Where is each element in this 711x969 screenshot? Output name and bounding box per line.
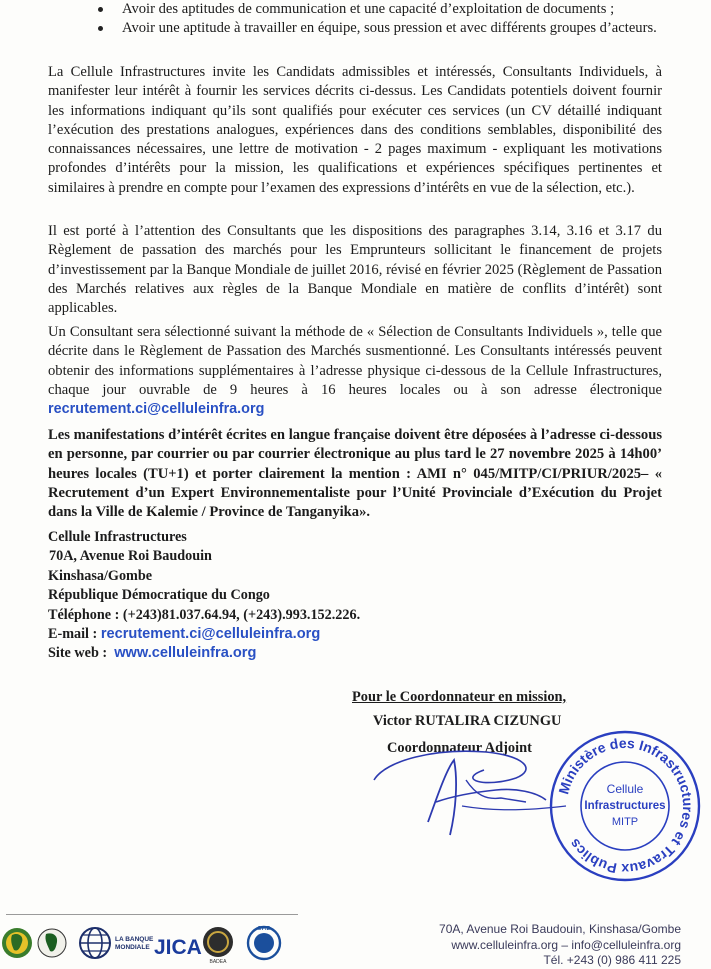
contact-country: République Démocratique du Congo [48,587,270,604]
stamp-center-line2: Infrastructures [584,800,666,812]
footer-web: www.celluleinfra.org – info@celluleinfra.org [451,937,681,952]
footer-divider [6,914,298,915]
signatory-role: Coordonnateur Adjoint [387,740,532,756]
footer-address-block [439,922,681,969]
contact-email-link[interactable]: recrutement.ci@celluleinfra.org [100,626,321,643]
jica-wordmark: JICA [154,936,202,959]
africa-map-logo [38,929,66,957]
african-union-logo [2,928,32,958]
ofid-logo [248,926,280,959]
official-stamp [546,727,704,885]
list-item: Avoir une aptitude à travailler en équipe, sous pression et avec différents groupes d’acteurs. [92,19,664,38]
signatory-name: Victor RUTALIRA CIZUNGU [373,713,562,729]
world-bank-logo [80,928,154,958]
footer-tel: Tél. +243 (0) 986 411 225 [543,953,681,967]
contact-phone: Téléphone : (+243)81.037.64.94, (+243).993.152.226. [48,606,361,623]
world-bank-line2: MONDIALE [115,944,150,951]
badea-label: BADEA [209,959,227,965]
requirements-list [92,0,664,39]
stamp-center-line1: Cellule [606,782,644,796]
bullet-icon [98,7,103,12]
email-link[interactable]: recrutement.ci@celluleinfra.org [48,401,265,418]
paragraph-invitation: La Cellule Infrastructures invite les Candidats admissibles et intéressés, Consultants Individuels, à manifester leur intérêt à fournir les services décrits ci-dessus. Les Candidats potentiels doivent fournir les informations indiquant qu’ils sont qualifiés pour exécuter ces services (un CV détaillé indiquant l’exécution des prestations analogues, expériences dans des conditions semblables, disponibilité des connaissances nécessaires, une lettre de motivation - 2 pages maximum - expliquant les motivations profondes d’intérêts pour la mission, les qualifications et expériences spécifiques pertinentes et similaires à prendre en compte pour l’examen des expressions d’intérêts en vue de la sélection, etc.). [48,64,662,196]
contact-street: 70A, Avenue Roi Baudouin [49,548,212,565]
contact-city: Kinshasa/Gombe [48,567,153,584]
contact-email-row: E-mail : recrutement.ci@celluleinfra.org [48,626,321,643]
jica-logo [154,936,202,959]
paragraph-deadline: Les manifestations d’intérêt écrites en langue française doivent être déposées à l’adresse ci-dessous en personne, par courrier ou par courrier électronique au plus tard le 27 novembre 2025 à 14h00’ heures locales (TU+1) et porter clairement la mention : AMI n° 045/MITP/CI/PRIUR/2025– « Recrutement d’un Expert Environnementaliste pour l’Unité Provinciale d’Exécution du Projet dans la Ville de Kalemie / Province de Tanganyika». [48,427,662,521]
ofid-label: OFID [257,926,271,932]
contact-org: Cellule Infrastructures [48,529,187,545]
site-link[interactable]: www.celluleinfra.org [114,645,257,662]
bullet-icon [98,26,103,31]
paragraph-conflict-rules: Il est porté à l’attention des Consultants que les dispositions des paragraphes 3.14, 3.16 et 3.17 du Règlement de passation des marchés pour les Emprunteurs sollicitant le financement de projets d’investissement par la Banque Mondiale de juillet 2016, révisé en février 2025 (Règlement de Passation des Marchés relatives aux règles de la Banque Mondiale en matière de conflits d’intérêt) sont applicables. [48,223,662,317]
footer-address: 70A, Avenue Roi Baudouin, Kinshasa/Gombe [439,922,681,936]
badea-logo [203,927,233,965]
contact-site-row: Site web : www.celluleinfra.org [48,645,257,662]
list-item: Avoir des aptitudes de communication et une capacité d’exploitation de documents ; [92,0,664,19]
signature-for-line: Pour le Coordonnateur en mission, [352,689,567,705]
partner-logos [0,920,300,966]
contact-block [48,528,360,664]
world-bank-line1: LA BANQUE [115,936,154,943]
stamp-ring-text: Ministère des Infrastructures et Travaux Publics [555,734,697,878]
stamp-center-line3: MITP [611,816,639,828]
paragraph-selection-method: Un Consultant sera sélectionné suivant la méthode de « Sélection de Consultants Individuels », telle que décrite dans le Règlement de Passation des Marchés susmentionné. Les Consultants intéressés peuvent obtenir des informations supplémentaires à l’adresse physique ci-dessous de la Cellule Infrastructures, chaque jour ouvrable de 9 heures à 16 heures locales ou à son adresse électronique recrutement.ci@celluleinfra.org [48,324,662,418]
